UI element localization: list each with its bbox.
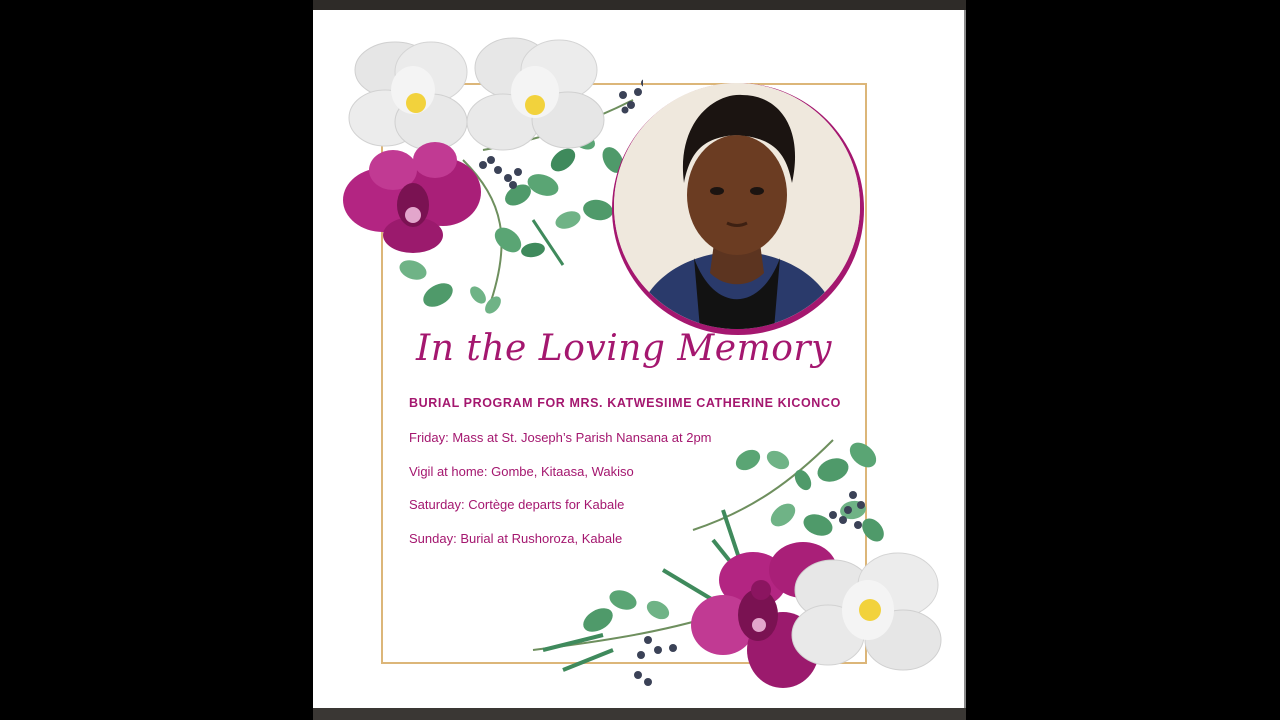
bottom-strip [313, 708, 966, 720]
top-strip [313, 0, 966, 10]
program-line-vigil: Vigil at home: Gombe, Kitaasa, Wakiso [409, 464, 634, 479]
program-line-friday: Friday: Mass at St. Joseph’s Parish Nansana at 2pm [409, 430, 712, 445]
program-line-sunday: Sunday: Burial at Rushoroza, Kabale [409, 531, 623, 546]
memory-heading: In the Loving Memory [416, 328, 832, 369]
memorial-card [313, 10, 964, 708]
card-edge [964, 10, 966, 708]
program-title: BURIAL PROGRAM FOR MRS. KATWESIIME CATHERINE KICONCO [409, 396, 841, 410]
program-line-saturday: Saturday: Cortège departs for Kabale [409, 497, 625, 512]
white-orchid-bottom [792, 553, 941, 670]
